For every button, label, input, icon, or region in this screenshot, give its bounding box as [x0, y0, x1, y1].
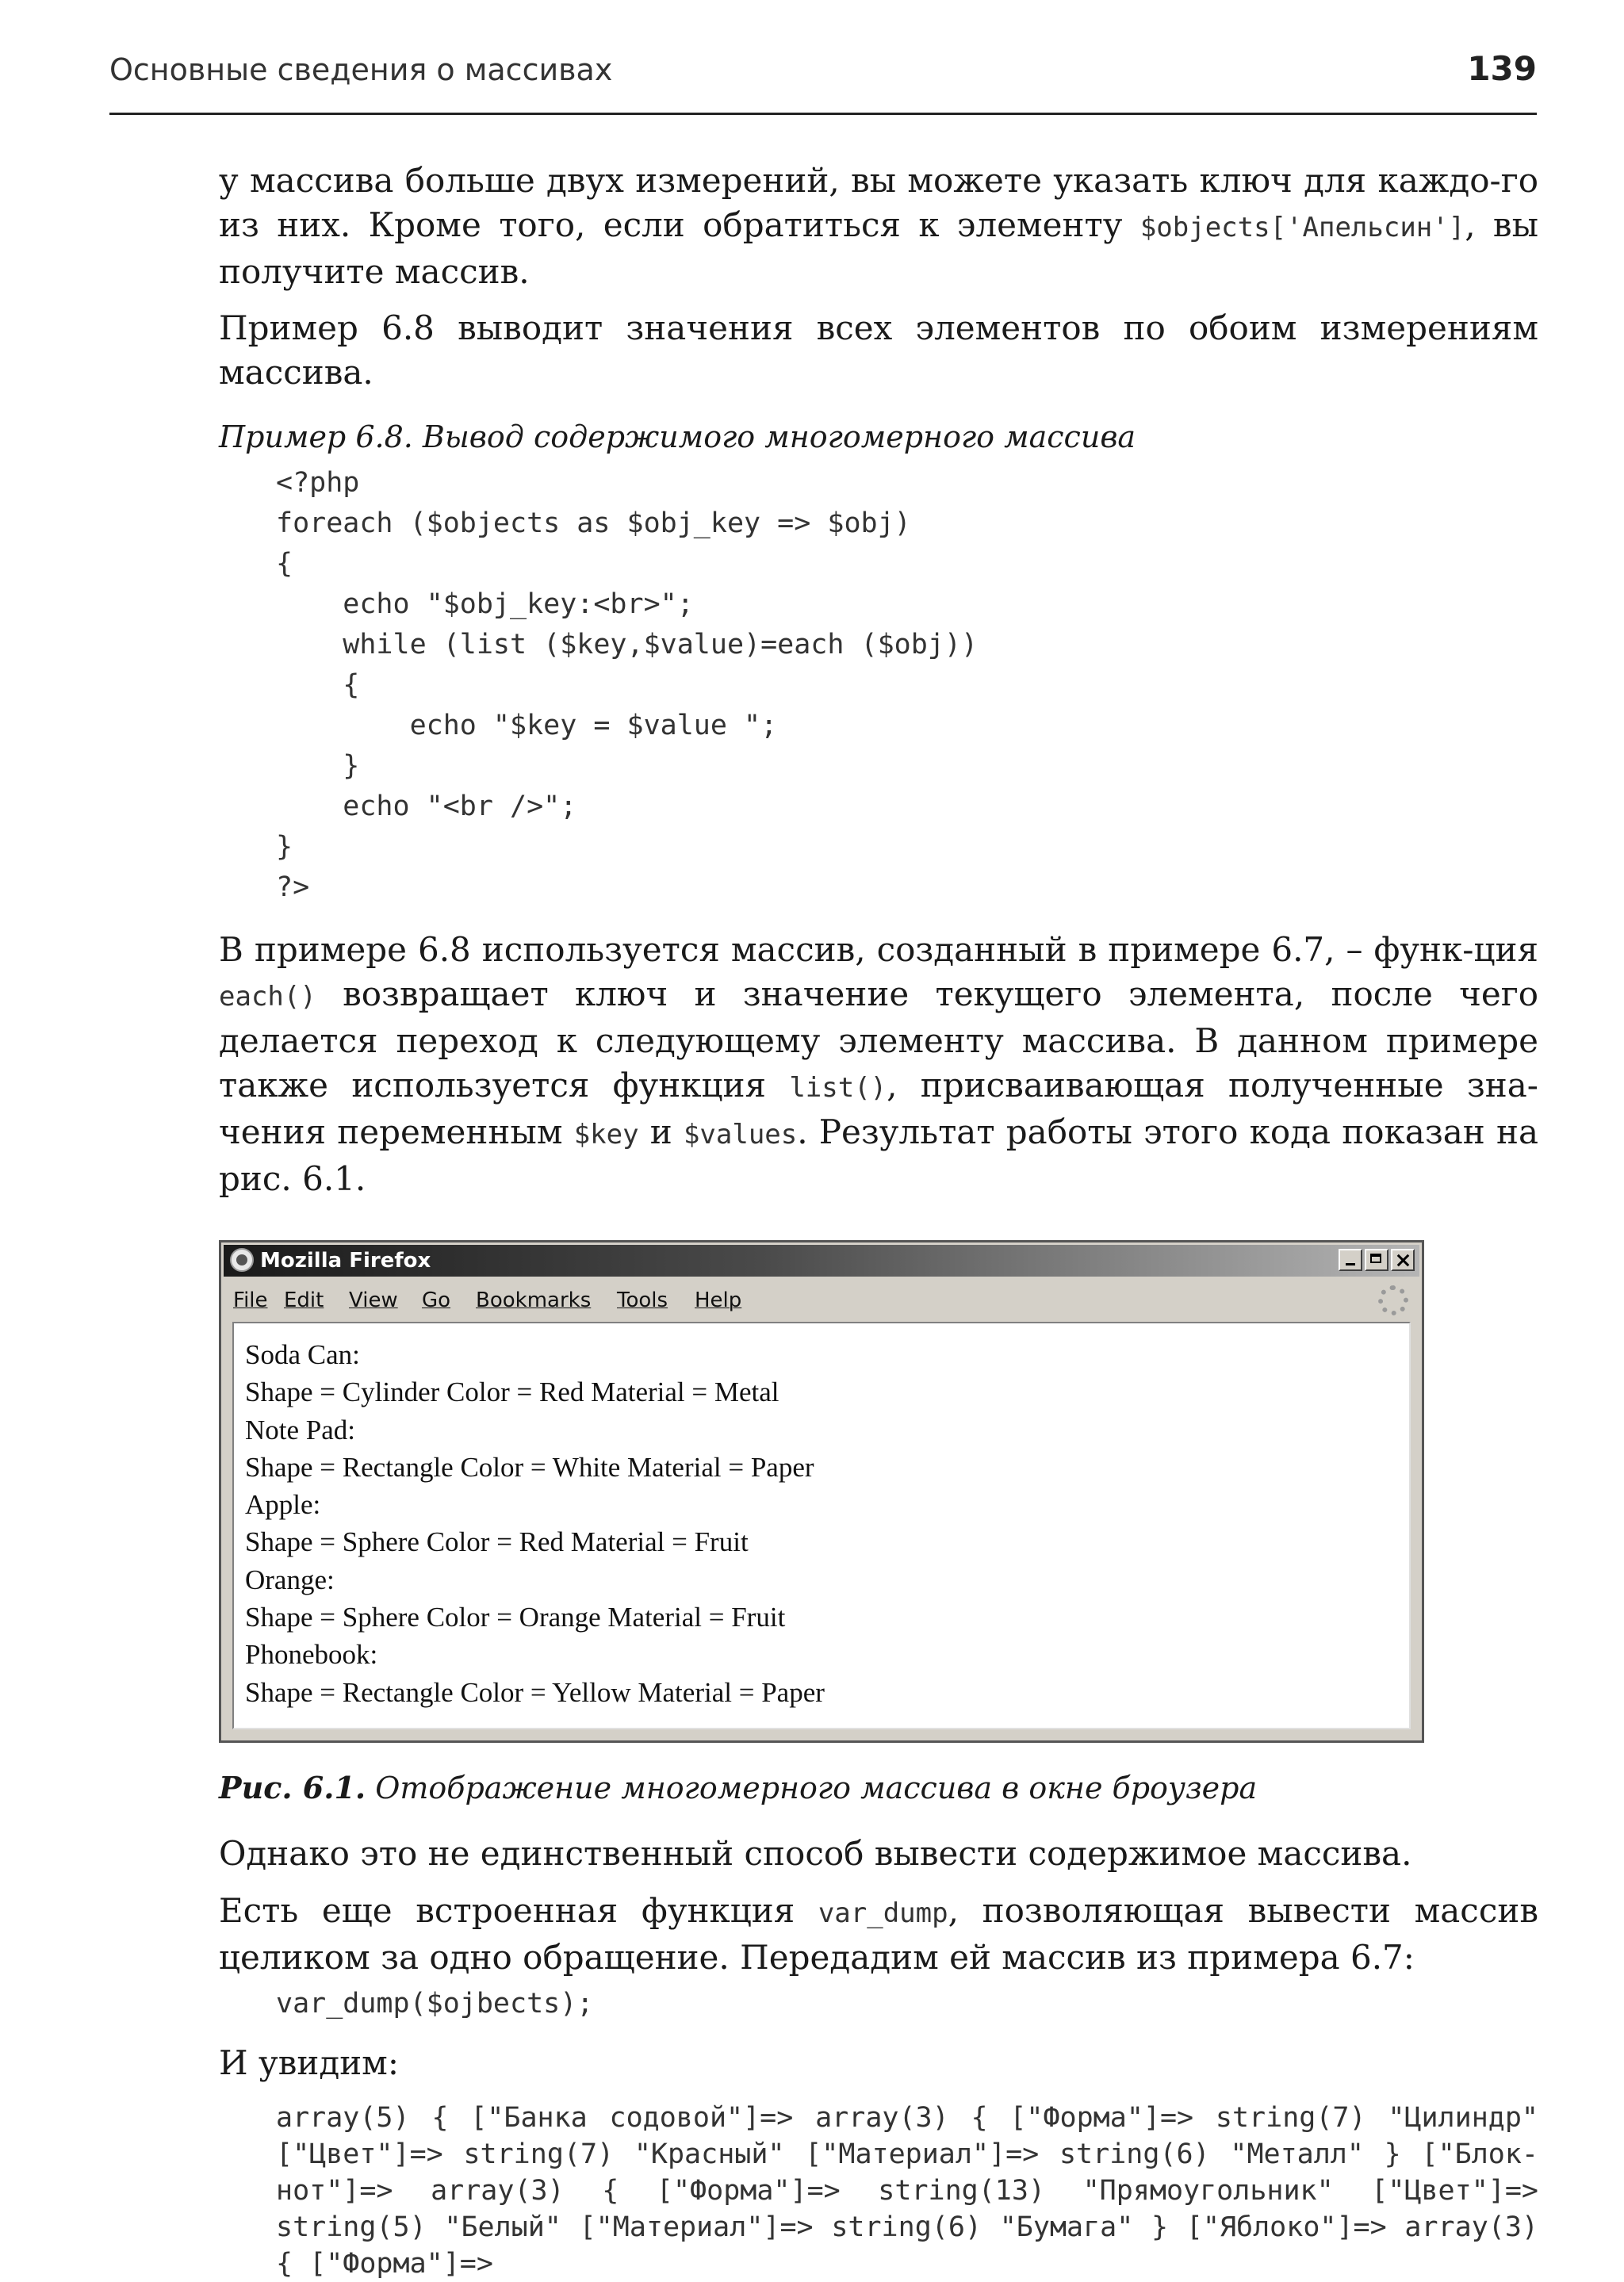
code-line: foreach ($objects as $obj_key => $obj)	[276, 507, 911, 539]
browser-title: Mozilla Firefox	[260, 1249, 431, 1273]
code-listing	[276, 463, 978, 908]
output-line: Shape = Sphere Color = Orange Material = Fruit	[245, 1602, 786, 1633]
output-line: Shape = Rectangle Color = White Material = Paper	[245, 1451, 814, 1483]
paragraph-6: И увидим:	[219, 2043, 400, 2082]
output-line: Note Pad:	[245, 1414, 356, 1445]
browser-menubar	[224, 1279, 1419, 1320]
paragraph-5	[219, 1889, 1538, 1980]
output-line: Orange:	[245, 1564, 335, 1595]
throbber-icon	[1378, 1285, 1408, 1315]
example-caption: Пример 6.8. Вывод содержимого многомерного массива	[219, 419, 1136, 454]
paragraph-1	[219, 159, 1538, 294]
output-line: Shape = Rectangle Color = Yellow Material = Paper	[245, 1676, 825, 1708]
code-line: while (list ($key,$value)=each ($obj))	[276, 629, 979, 660]
paragraph-3-text-a: В примере 6.8 используется массив, созданный в примере 6.7, – функ-ция	[219, 930, 1538, 969]
maximize-icon[interactable]	[1365, 1249, 1388, 1271]
code-line: echo "<br />";	[276, 791, 577, 822]
figure-caption	[219, 1768, 1538, 1808]
menu-edit[interactable]: Edit	[284, 1288, 324, 1312]
output-line: Soda Can:	[245, 1339, 360, 1370]
minimize-icon[interactable]	[1339, 1249, 1362, 1271]
var-dump-output: array(5) { ["Банка содовой"]=> array(3) { ["Форма"]=> string(7) "Цилиндр" ["Цвет"]=> string(7) "Красный" ["Материал"]=> string(6) "Металл" } ["Блок-нот"]=> array(3) { ["Форма"]=> string(13) "Прямоугольник" ["Цвет"]=> string(5) "Белый" ["Материал"]=> string(6) "Бумага" } ["Яблоко"]=> array(3) { ["Форма"]=>	[276, 2102, 1538, 2280]
close-icon[interactable]	[1391, 1249, 1415, 1271]
inline-code-list: list()	[789, 1072, 887, 1104]
output-line: Shape = Cylinder Color = Red Material = Metal	[245, 1376, 779, 1408]
paragraph-3-text-c: , присваивающая полученные зна-чения переменным	[219, 1066, 1538, 1151]
paragraph-4: Однако это не единственный способ вывести содержимое массива.	[219, 1834, 1412, 1873]
menu-file[interactable]: File	[233, 1288, 268, 1312]
paragraph-3-text-b: возвращает ключ и значение текущего элемента, после чего делается переход к следующему элементу массива. В данном примере также используется функция	[219, 974, 1538, 1105]
page-output	[245, 1336, 825, 1711]
menu-bookmarks[interactable]: Bookmarks	[476, 1288, 592, 1312]
figure-caption-text: Отображение многомерного массива в окне броузера	[366, 1771, 1258, 1805]
menu-help[interactable]: Help	[695, 1288, 742, 1312]
paragraph-2: Пример 6.8 выводит значения всех элементов по обоим измерениям массива.	[219, 308, 1538, 392]
paragraph-5-text-b: , позволяющая вывести массив целиком за одно обращение. Передадим ей массив из примера 6.7:	[219, 1891, 1538, 1977]
paragraph-1-text-a: у массива больше двух измерений, вы можете указать ключ для каждо-го из них. Кроме того, если обратиться к элементу	[219, 161, 1538, 244]
code-line: ?>	[276, 871, 310, 903]
browser-titlebar	[224, 1245, 1419, 1277]
code-line: echo "$key = $value ";	[276, 710, 778, 741]
page-header	[109, 41, 1537, 115]
window-controls	[1336, 1249, 1415, 1273]
inline-code-key: $key	[573, 1119, 639, 1151]
code-line: {	[276, 669, 360, 701]
menu-go[interactable]: Go	[422, 1288, 451, 1312]
inline-code-objects: $objects['Апельсин']	[1139, 212, 1465, 243]
menu-tools[interactable]: Tools	[617, 1288, 668, 1312]
code-line: {	[276, 548, 293, 580]
inline-code-values: $values	[683, 1119, 798, 1151]
running-title: Основные сведения о массивах	[109, 52, 613, 87]
output-line: Phonebook:	[245, 1639, 378, 1671]
menu-view[interactable]: View	[349, 1288, 398, 1312]
code-line: <?php	[276, 467, 360, 499]
page-number: 139	[1467, 49, 1537, 88]
inline-code-var-dump: var_dump	[818, 1897, 948, 1929]
browser-viewport	[232, 1322, 1411, 1729]
code-var-dump-call: var_dump($ojbects);	[276, 1988, 594, 2020]
code-line: echo "$obj_key:<br>";	[276, 588, 694, 620]
paragraph-1-text-b: , вы получите массив.	[219, 205, 1538, 291]
output-line: Apple:	[245, 1489, 321, 1521]
output-line: Shape = Sphere Color = Red Material = Fruit	[245, 1526, 749, 1558]
firefox-logo-icon	[230, 1248, 254, 1272]
paragraph-5-text-a: Есть еще встроенная функция	[219, 1891, 818, 1930]
code-line: }	[276, 831, 293, 863]
code-line: }	[276, 750, 360, 782]
figure-caption-label: Рис. 6.1.	[219, 1770, 366, 1805]
inline-code-each: each()	[219, 981, 316, 1013]
paragraph-3-text-d: и	[638, 1112, 684, 1151]
paragraph-3	[219, 928, 1538, 1201]
browser-window-figure	[219, 1240, 1424, 1743]
paragraph-3-text-e: . Результат работы этого кода показан на рис. 6.1.	[219, 1112, 1538, 1198]
